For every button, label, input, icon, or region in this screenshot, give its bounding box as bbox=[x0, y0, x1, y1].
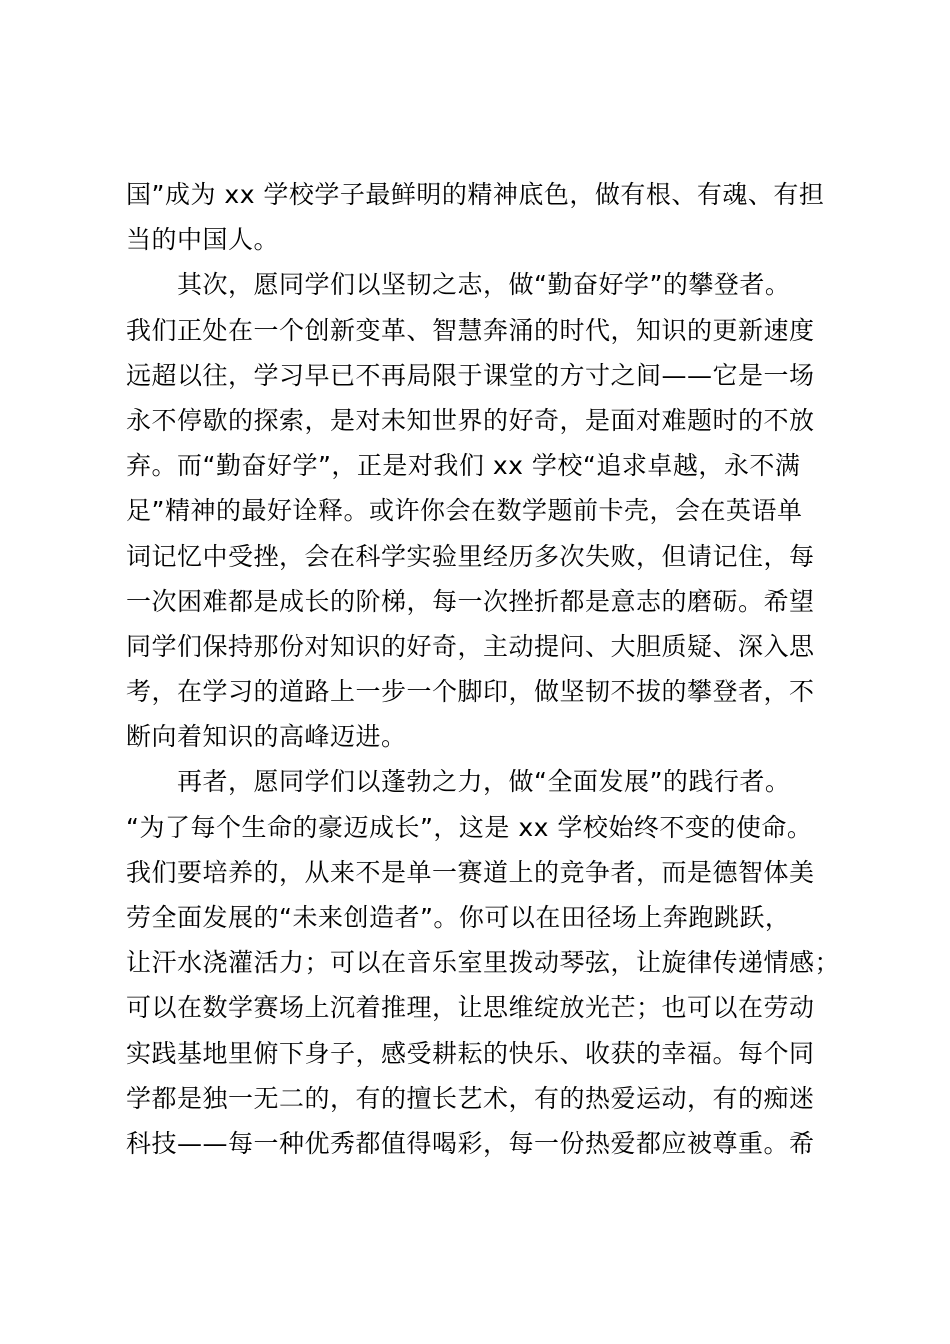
text-line: 我们要培养的，从来不是单一赛道上的竞争者，而是德智体美 bbox=[126, 857, 815, 887]
text-line: 我们正处在一个创新变革、智慧奔涌的时代，知识的更新速度 bbox=[126, 315, 815, 345]
body-text bbox=[126, 172, 841, 1166]
text-line: 可以在数学赛场上沉着推理，让思维绽放光芒；也可以在劳动 bbox=[126, 993, 815, 1023]
text-line: 一次困难都是成长的阶梯，每一次挫折都是意志的磨砺。希望 bbox=[126, 586, 815, 616]
paragraph-first-line: 再者，愿同学们以蓬勃之力，做“全面发展”的践行者。 bbox=[177, 767, 791, 797]
text-line: 同学们保持那份对知识的好奇，主动提问、大胆质疑、深入思 bbox=[126, 631, 815, 661]
text-line: 永不停歇的探索，是对未知世界的好奇，是面对难题时的不放 bbox=[126, 405, 815, 435]
text-line: 实践基地里俯下身子，感受耕耘的快乐、收获的幸福。每个同 bbox=[126, 1038, 815, 1068]
text-line: 当的中国人。 bbox=[126, 225, 280, 255]
text-line: 弃。而“勤奋好学”，正是对我们 xx 学校“追求卓越，永不满 bbox=[126, 451, 801, 481]
text-line: 让汗水浇灌活力；可以在音乐室里拨动琴弦，让旋律传递情感； bbox=[126, 948, 841, 978]
text-line: 考，在学习的道路上一步一个脚印，做坚韧不拔的攀登者，不 bbox=[126, 677, 815, 707]
text-line: “为了每个生命的豪迈成长”，这是 xx 学校始终不变的使命。 bbox=[126, 812, 813, 842]
text-line: 远超以往，学习早已不再局限于课堂的方寸之间——它是一场 bbox=[126, 360, 815, 390]
text-line: 学都是独一无二的，有的擅长艺术，有的热爱运动，有的痴迷 bbox=[126, 1083, 815, 1113]
text-line: 足”精神的最好诠释。或许你会在数学题前卡壳，会在英语单 bbox=[126, 496, 803, 526]
text-line: 断向着知识的高峰迈进。 bbox=[126, 722, 407, 752]
text-line: 词记忆中受挫，会在科学实验里经历多次失败，但请记住，每 bbox=[126, 541, 815, 571]
text-line: 国”成为 xx 学校学子最鲜明的精神底色，做有根、有魂、有担 bbox=[126, 180, 825, 209]
text-line: 科技——每一种优秀都值得喝彩，每一份热爱都应被尊重。希 bbox=[126, 1128, 815, 1158]
paragraph-first-line: 其次，愿同学们以坚韧之志，做“勤奋好学”的攀登者。 bbox=[177, 270, 791, 300]
text-line: 劳全面发展的“未来创造者”。你可以在田径场上奔跑跳跃， bbox=[126, 903, 791, 932]
